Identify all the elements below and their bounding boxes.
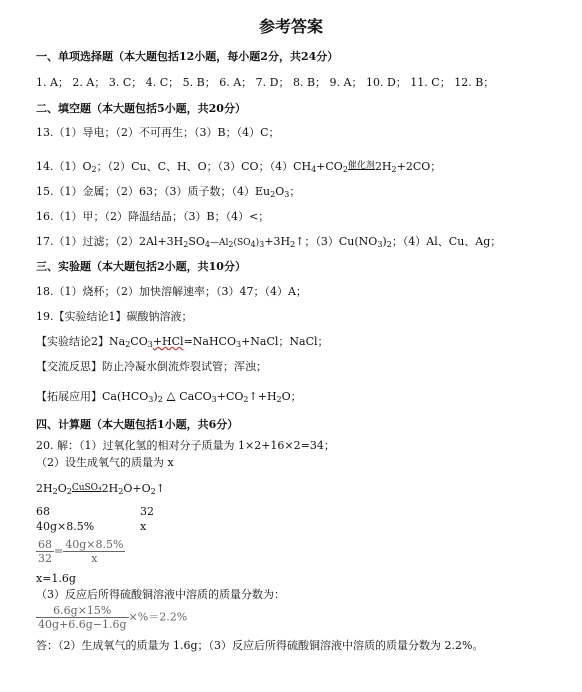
answer-20-part1: 20. 解：（1）过氧化氢的相对分子质量为 1×2+16×2=34； bbox=[36, 439, 335, 452]
catalyst-label: CuSO₄ bbox=[71, 483, 102, 493]
fraction bbox=[36, 604, 129, 631]
given-mass: 40g×8.5% bbox=[36, 520, 95, 533]
molar-mass-2: 32 bbox=[140, 505, 154, 518]
text-segment: 14.（1）O bbox=[36, 160, 92, 173]
subscript: 2 bbox=[118, 487, 124, 496]
reflection: 【交流反思】防止冷凝水倒流炸裂试管；浑浊； bbox=[36, 360, 267, 373]
text-segment: ) bbox=[255, 238, 260, 248]
subscript: 3 bbox=[147, 340, 153, 349]
heat-condition bbox=[163, 391, 179, 401]
subscript: 2 bbox=[52, 487, 58, 496]
text-segment: ↑+H bbox=[248, 390, 277, 403]
text-segment: +NaCl；NaCl； bbox=[241, 335, 329, 348]
subscript: 3 bbox=[148, 395, 154, 404]
text-segment: CO bbox=[130, 335, 148, 348]
catalyst-condition bbox=[72, 483, 102, 493]
subscript: 3 bbox=[284, 190, 290, 199]
x-value: x=1.6g bbox=[36, 572, 76, 585]
text-segment: +3H bbox=[264, 235, 291, 248]
subscript: 2 bbox=[157, 395, 163, 404]
text-segment: CaCO bbox=[179, 390, 212, 403]
answer-19: 19.【实验结论1】碳酸钠溶液； bbox=[36, 310, 193, 323]
mass-fraction-equation bbox=[36, 604, 187, 631]
text-segment: ) bbox=[153, 390, 158, 403]
catalyst-condition bbox=[348, 161, 375, 171]
extension-application bbox=[36, 390, 302, 407]
subscript: 2 bbox=[91, 165, 97, 174]
text-segment: SO bbox=[188, 235, 205, 248]
text-segment: 15.（1）金属；（2）63；（3）质子数；（4）Eu bbox=[36, 185, 271, 198]
proportion-equation bbox=[36, 538, 125, 565]
answer-20-part2: （2）设生成氧气的质量为 x bbox=[36, 456, 174, 469]
section-2-heading: 二、填空题（本大题包括5小题，共20分） bbox=[36, 102, 246, 115]
heat-label: △ bbox=[166, 389, 176, 402]
subscript: 2 bbox=[391, 165, 397, 174]
subscript: 2 bbox=[125, 340, 131, 349]
conclusion-2 bbox=[36, 335, 329, 352]
subscript: 2 bbox=[276, 395, 282, 404]
subscript: 3 bbox=[377, 240, 383, 249]
subscript: 2 bbox=[243, 395, 249, 404]
numerator: 40g×8.5% bbox=[65, 538, 124, 551]
percent-result: ×%＝2.2% bbox=[128, 610, 188, 624]
fraction bbox=[36, 538, 54, 565]
subscript: 4 bbox=[311, 165, 317, 174]
text-segment: —Al bbox=[210, 238, 229, 248]
text-segment: O+O bbox=[123, 482, 151, 495]
subscript: 2 bbox=[66, 487, 72, 496]
subscript: 2 bbox=[270, 190, 276, 199]
answer-18: 18.（1）烧杯；（2）加快溶解速率；（3）47；（4）A； bbox=[36, 285, 307, 298]
text-segment: +CO bbox=[316, 160, 343, 173]
subscript: 2 bbox=[150, 487, 156, 496]
subscript: 2 bbox=[386, 240, 392, 249]
answer-20-part3: （3）反应后所得硫酸铜溶液中溶质的质量分数为： bbox=[36, 588, 285, 601]
text-segment: 【实验结论2】Na bbox=[36, 335, 126, 348]
subscript: 2 bbox=[183, 240, 189, 249]
subscript: 2 bbox=[342, 165, 348, 174]
page-title: 参考答案 bbox=[258, 17, 323, 36]
text-segment: 2H bbox=[374, 160, 392, 173]
answer-15 bbox=[36, 185, 300, 202]
fraction bbox=[63, 538, 125, 565]
answer-16: 16.（1）甲；（2）降温结晶；（3）B；（4）<； bbox=[36, 210, 270, 223]
text-segment: O bbox=[57, 482, 67, 495]
answer-13: 13.（1）导电；（2）不可再生；（3）B；（4）C； bbox=[36, 126, 280, 139]
text-segment: O； bbox=[281, 390, 302, 403]
subscript: 3 bbox=[259, 240, 265, 249]
denominator: x bbox=[91, 552, 98, 565]
catalyst-label: 催化剂 bbox=[347, 161, 375, 171]
text-segment: +CO bbox=[216, 390, 244, 403]
subscript: 4 bbox=[204, 240, 211, 249]
text-segment: +2CO； bbox=[396, 160, 442, 173]
numerator: 6.6g×15% bbox=[36, 604, 129, 618]
equals: = bbox=[54, 544, 64, 558]
denominator: 40g+6.6g−1.6g bbox=[38, 618, 127, 631]
text-segment: 17.（1）过滤；（2）2Al+3H bbox=[36, 235, 184, 248]
text-segment: 2H bbox=[101, 482, 119, 495]
final-answer: 答：（2）生成氧气的质量为 1.6g；（3）反应后所得硫酸铜溶液中溶质的质量分数为 2.2%。 bbox=[36, 639, 484, 652]
text-segment: 2H bbox=[36, 482, 53, 495]
subscript: 3 bbox=[211, 395, 217, 404]
subscript: 4 bbox=[250, 240, 256, 249]
text-segment: (SO bbox=[233, 238, 251, 248]
section-4-heading: 四、计算题（本大题包括1小题，共6分） bbox=[36, 418, 239, 431]
text-segment: O bbox=[275, 185, 285, 198]
reaction-equation bbox=[36, 482, 165, 499]
text-segment: ；（2）Cu、C、H、O；（3）CO；（4）CH bbox=[96, 160, 312, 173]
answers-choice: 1. A； 2. A； 3. C； 4. C； 5. B； 6. A； 7. D； 8. B； 9. A； 10. D； 11. C； 12. B； bbox=[36, 76, 495, 89]
molar-mass-1: 68 bbox=[36, 505, 50, 518]
text-segment: ↑；（3）Cu(NO bbox=[295, 235, 378, 248]
unknown-mass: x bbox=[140, 520, 147, 533]
answer-14 bbox=[36, 160, 441, 177]
text-segment: ) bbox=[382, 235, 387, 248]
subscript: 2 bbox=[228, 240, 234, 249]
subscript: 3 bbox=[236, 340, 242, 349]
text-segment: ；（4）Al、Cu、Ag； bbox=[391, 235, 502, 248]
text-segment: 【拓展应用】Ca(HCO bbox=[36, 390, 149, 403]
numerator: 68 bbox=[38, 538, 52, 551]
answer-17 bbox=[36, 235, 501, 252]
text-segment: +HCl bbox=[152, 335, 184, 348]
section-1-heading: 一、单项选择题（本大题包括12小题，每小题2分，共24分） bbox=[36, 50, 339, 63]
text-segment: ； bbox=[289, 185, 301, 198]
section-3-heading: 三、实验题（本大题包括2小题，共10分） bbox=[36, 260, 246, 273]
subscript: 2 bbox=[290, 240, 296, 249]
text-segment: =NaHCO bbox=[183, 335, 236, 348]
text-segment: ↑ bbox=[155, 482, 165, 495]
denominator: 32 bbox=[38, 552, 52, 565]
